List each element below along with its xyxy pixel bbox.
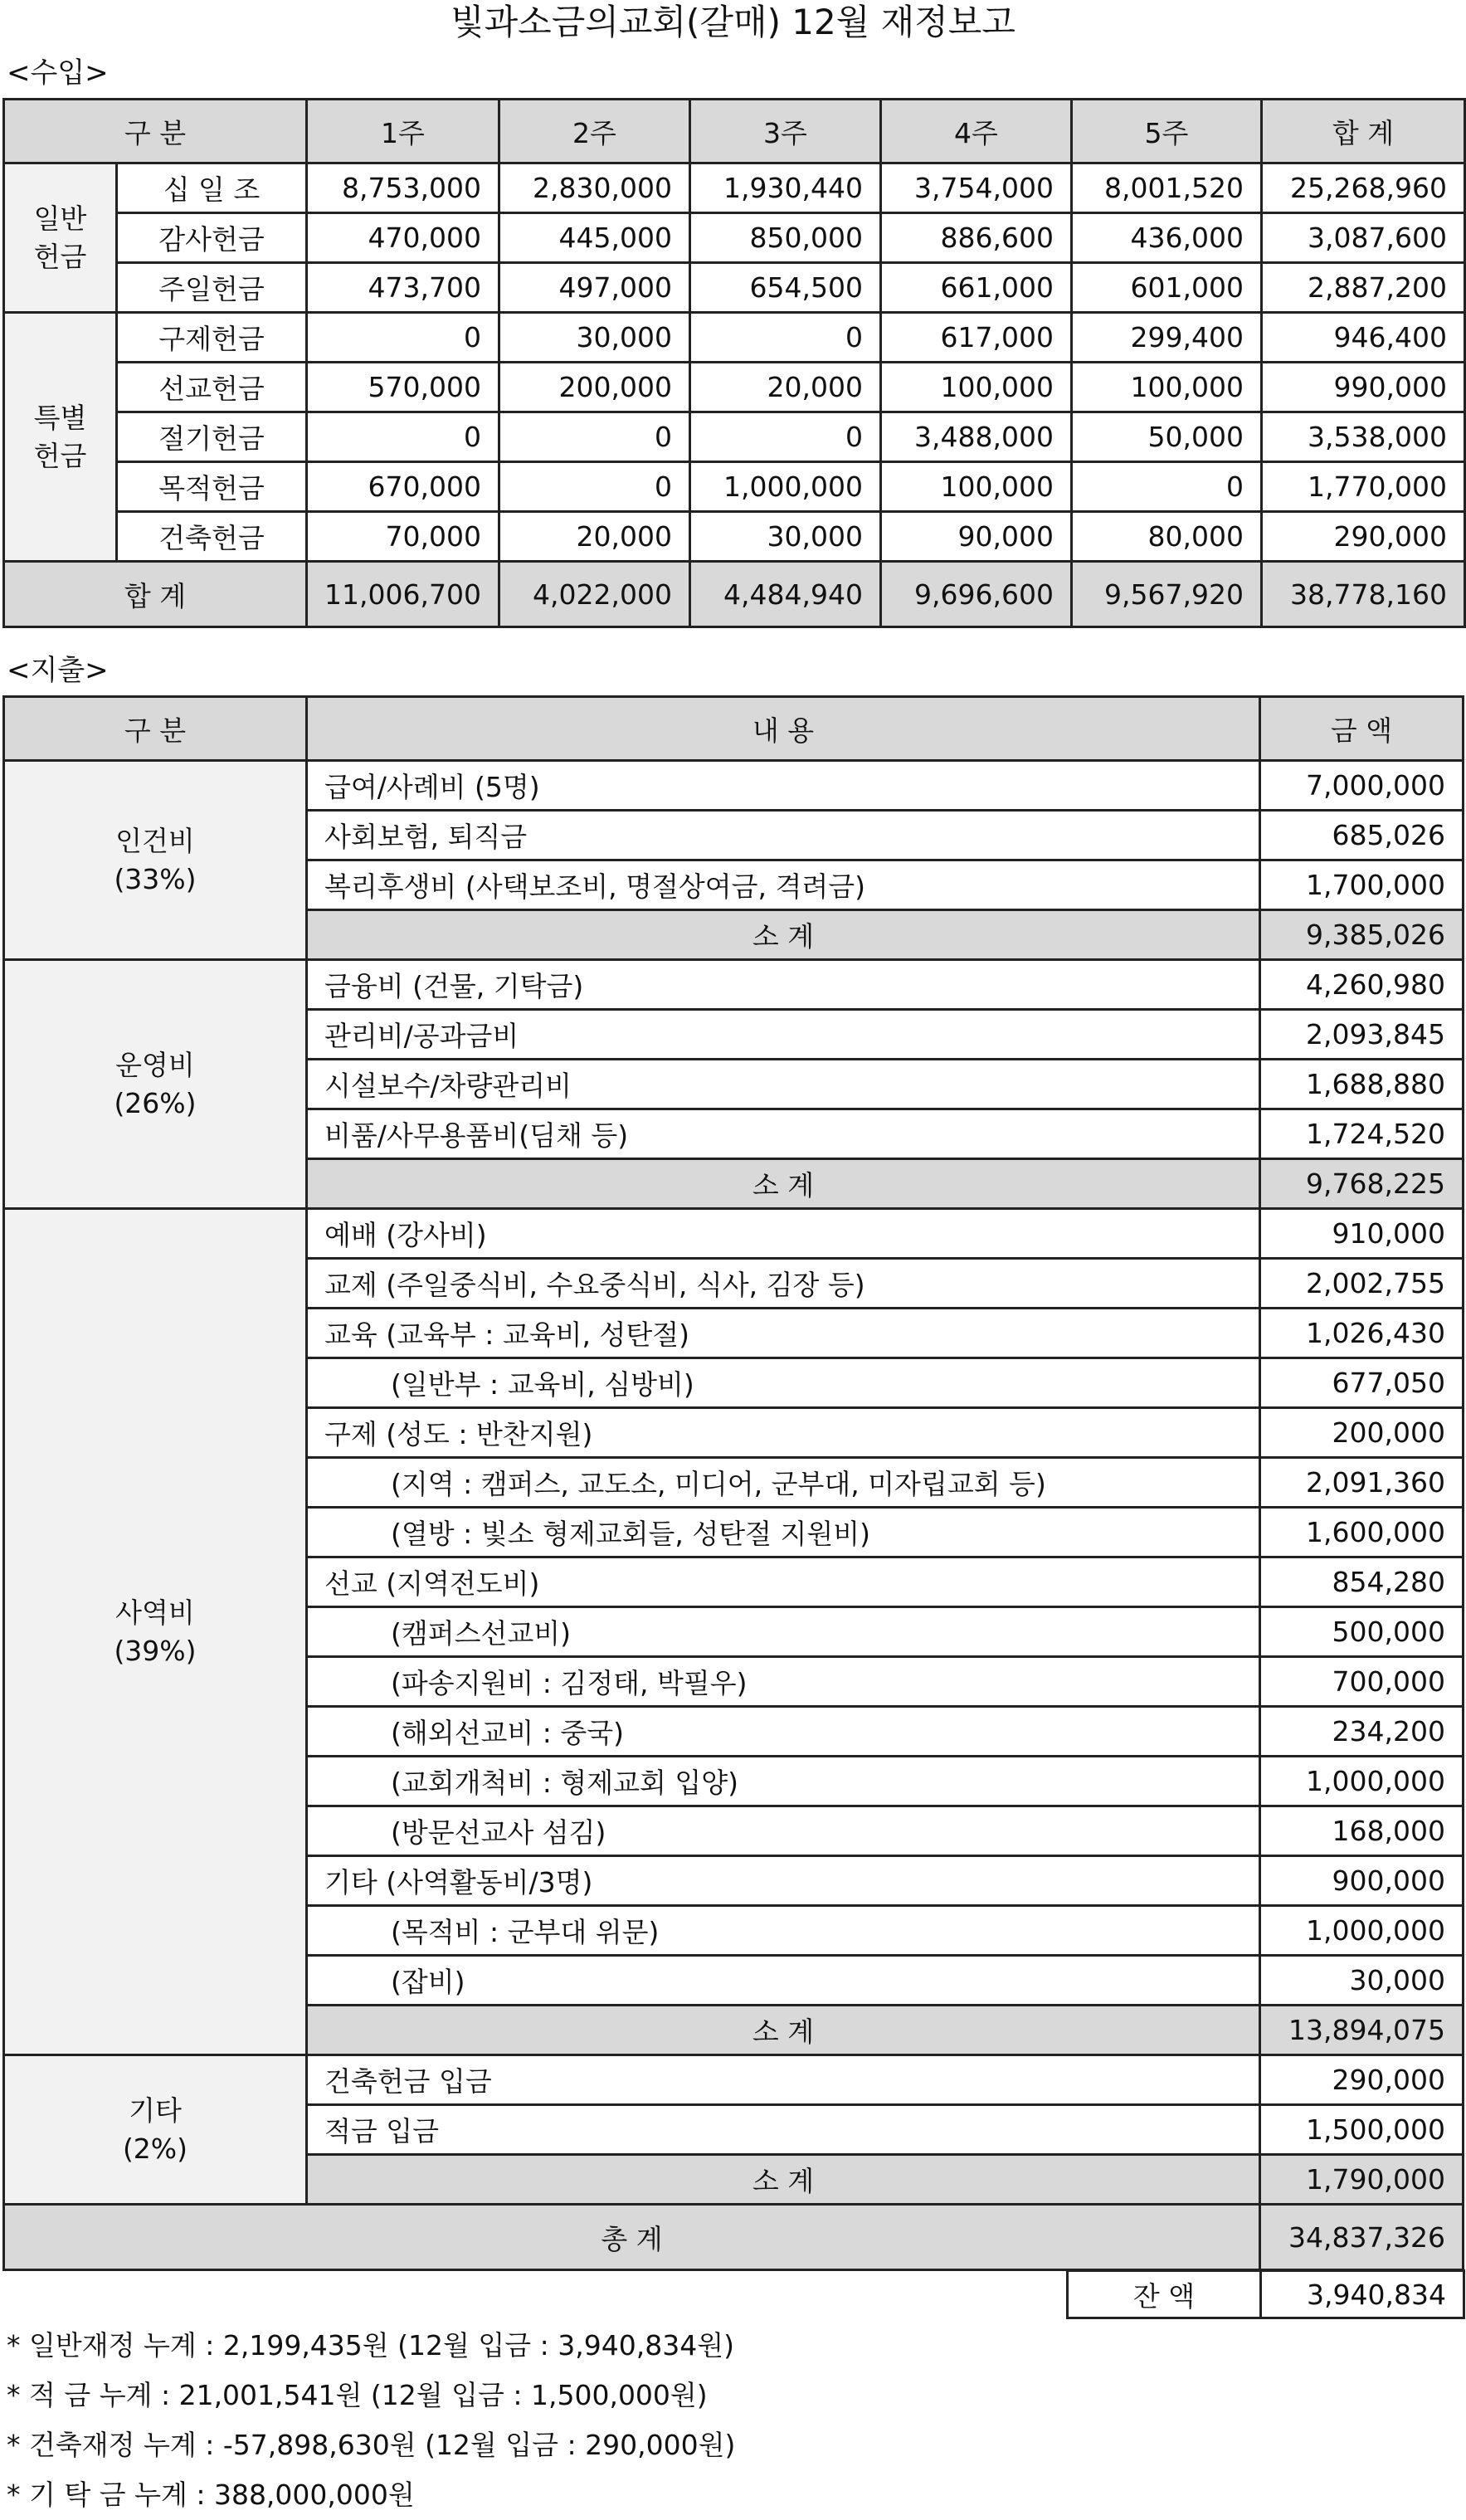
expense-subtotal-amount: 9,385,026	[1260, 910, 1464, 960]
income-header-cell: 5주	[1071, 100, 1261, 163]
expense-subtotal-amount: 1,790,000	[1260, 2155, 1464, 2205]
income-value-cell: 50,000	[1071, 412, 1261, 462]
expense-item-desc: 사회보험, 퇴직금	[307, 811, 1260, 860]
expense-item-amount: 1,724,520	[1260, 1109, 1464, 1159]
income-value-cell: 445,000	[499, 213, 689, 263]
income-value-cell: 0	[307, 412, 499, 462]
income-row	[4, 512, 1465, 562]
income-value-cell: 90,000	[880, 512, 1071, 562]
income-value-cell: 2,887,200	[1261, 263, 1464, 313]
expense-item-amount: 7,000,000	[1260, 761, 1464, 811]
income-value-cell: 661,000	[880, 263, 1071, 313]
income-value-cell: 670,000	[307, 462, 499, 512]
expense-item-amount: 2,091,360	[1260, 1458, 1464, 1508]
expense-header-cell: 구 분	[4, 697, 307, 761]
expense-item-amount: 500,000	[1260, 1607, 1464, 1657]
income-row	[4, 263, 1465, 313]
expense-header-cell: 금 액	[1260, 697, 1464, 761]
income-value-cell: 290,000	[1261, 512, 1464, 562]
income-section-label: <수입>	[7, 56, 109, 90]
income-header-cell: 합 계	[1261, 100, 1464, 163]
expense-item-amount: 1,000,000	[1260, 1906, 1464, 1956]
expense-item-amount: 900,000	[1260, 1856, 1464, 1906]
expense-grand-total-amount: 34,837,326	[1260, 2205, 1464, 2270]
income-value-cell: 886,600	[880, 213, 1071, 263]
income-item-name: 주일헌금	[117, 263, 307, 313]
income-total-value: 11,006,700	[307, 562, 499, 627]
income-item-name: 감사헌금	[117, 213, 307, 263]
income-total-value: 9,696,600	[880, 562, 1071, 627]
income-value-cell: 1,930,440	[689, 163, 880, 213]
expense-item-desc: 시설보수/차량관리비	[307, 1060, 1260, 1109]
income-total-value: 9,567,920	[1071, 562, 1261, 627]
income-item-name: 십 일 조	[117, 163, 307, 213]
balance-table	[1066, 2269, 1465, 2319]
expense-group-name: 사역비 (39%)	[4, 1209, 307, 2055]
expense-item-desc: (열방 : 빛소 형제교회들, 성탄절 지원비)	[307, 1508, 1260, 1557]
income-value-cell: 0	[689, 313, 880, 363]
expense-table	[2, 695, 1464, 2271]
expense-item-desc: (캠퍼스선교비)	[307, 1607, 1260, 1657]
expense-item-amount: 1,688,880	[1260, 1060, 1464, 1109]
income-value-cell: 0	[499, 462, 689, 512]
income-value-cell: 8,001,520	[1071, 163, 1261, 213]
income-group-name: 특별 헌금	[4, 313, 117, 562]
expense-item-desc: 선교 (지역전도비)	[307, 1557, 1260, 1607]
income-value-cell: 0	[689, 412, 880, 462]
income-header-cell: 3주	[689, 100, 880, 163]
expense-item-amount: 4,260,980	[1260, 960, 1464, 1010]
page-title: 빛과소금의교회(갈매) 12월 재정보고	[451, 2, 1015, 42]
expense-item-desc: 급여/사례비 (5명)	[307, 761, 1260, 811]
income-value-cell: 850,000	[689, 213, 880, 263]
income-value-cell: 497,000	[499, 263, 689, 313]
expense-item-amount: 234,200	[1260, 1707, 1464, 1757]
expense-item-desc: (일반부 : 교육비, 심방비)	[307, 1358, 1260, 1408]
expense-header-cell: 내 용	[307, 697, 1260, 761]
expense-header-row	[4, 697, 1464, 761]
income-value-cell: 3,754,000	[880, 163, 1071, 213]
expense-item-desc: 금융비 (건물, 기탁금)	[307, 960, 1260, 1010]
expense-item-desc: 구제 (성도 : 반찬지원)	[307, 1408, 1260, 1458]
expense-grand-total-row	[4, 2205, 1464, 2270]
expense-group-name: 운영비 (26%)	[4, 960, 307, 1209]
expense-item-desc: 교육 (교육부 : 교육비, 성탄절)	[307, 1309, 1260, 1358]
expense-item-amount: 1,600,000	[1260, 1508, 1464, 1557]
expense-item-amount: 1,500,000	[1260, 2105, 1464, 2155]
income-value-cell: 25,268,960	[1261, 163, 1464, 213]
income-value-cell: 570,000	[307, 363, 499, 412]
income-value-cell: 20,000	[499, 512, 689, 562]
income-header-row	[4, 100, 1465, 163]
expense-item-amount: 700,000	[1260, 1657, 1464, 1707]
income-value-cell: 80,000	[1071, 512, 1261, 562]
income-value-cell: 990,000	[1261, 363, 1464, 412]
expense-group-name: 기타 (2%)	[4, 2055, 307, 2205]
expense-item-amount: 854,280	[1260, 1557, 1464, 1607]
expense-row	[4, 2055, 1464, 2105]
income-value-cell: 8,753,000	[307, 163, 499, 213]
income-value-cell: 70,000	[307, 512, 499, 562]
income-value-cell: 3,087,600	[1261, 213, 1464, 263]
income-value-cell: 100,000	[1071, 363, 1261, 412]
income-value-cell: 0	[307, 313, 499, 363]
income-total-value: 4,484,940	[689, 562, 880, 627]
income-row	[4, 462, 1465, 512]
expense-row	[4, 960, 1464, 1010]
income-row	[4, 163, 1465, 213]
expense-item-amount: 910,000	[1260, 1209, 1464, 1259]
expense-item-amount: 677,050	[1260, 1358, 1464, 1408]
income-value-cell: 0	[1071, 462, 1261, 512]
income-value-cell: 470,000	[307, 213, 499, 263]
income-value-cell: 436,000	[1071, 213, 1261, 263]
expense-item-amount: 200,000	[1260, 1408, 1464, 1458]
note-deposit: * 기 탁 금 누계 : 388,000,000원	[7, 2479, 415, 2511]
income-row	[4, 313, 1465, 363]
income-value-cell: 299,400	[1071, 313, 1261, 363]
expense-grand-total-label: 총 계	[4, 2205, 1260, 2270]
income-item-name: 구제헌금	[117, 313, 307, 363]
income-header-cell: 2주	[499, 100, 689, 163]
expense-row	[4, 1209, 1464, 1259]
income-value-cell: 3,488,000	[880, 412, 1071, 462]
note-general: * 일반재정 누계 : 2,199,435원 (12월 입금 : 3,940,834원)	[7, 2329, 734, 2362]
expense-item-desc: 적금 입금	[307, 2105, 1260, 2155]
expense-item-desc: (지역 : 캠퍼스, 교도소, 미디어, 군부대, 미자립교회 등)	[307, 1458, 1260, 1508]
expense-item-desc: (해외선교비 : 중국)	[307, 1707, 1260, 1757]
income-value-cell: 100,000	[880, 363, 1071, 412]
income-value-cell: 100,000	[880, 462, 1071, 512]
note-savings: * 적 금 누계 : 21,001,541원 (12월 입금 : 1,500,000원)	[7, 2379, 708, 2411]
expense-group-name: 인건비 (33%)	[4, 761, 307, 960]
income-value-cell: 946,400	[1261, 313, 1464, 363]
income-item-name: 건축헌금	[117, 512, 307, 562]
expense-item-desc: (파송지원비 : 김정태, 박필우)	[307, 1657, 1260, 1707]
balance-amount: 3,940,834	[1261, 2271, 1464, 2318]
income-row	[4, 412, 1465, 462]
income-total-value: 38,778,160	[1261, 562, 1464, 627]
expense-item-amount: 1,000,000	[1260, 1757, 1464, 1806]
income-value-cell: 30,000	[499, 313, 689, 363]
income-value-cell: 30,000	[689, 512, 880, 562]
income-total-label: 합 계	[4, 562, 307, 627]
income-value-cell: 617,000	[880, 313, 1071, 363]
income-total-row	[4, 562, 1465, 627]
income-value-cell: 473,700	[307, 263, 499, 313]
income-item-name: 선교헌금	[117, 363, 307, 412]
expense-subtotal-label: 소 계	[307, 2155, 1260, 2205]
income-value-cell: 2,830,000	[499, 163, 689, 213]
income-value-cell: 654,500	[689, 263, 880, 313]
expense-subtotal-amount: 9,768,225	[1260, 1159, 1464, 1209]
income-group-name: 일반 헌금	[4, 163, 117, 313]
income-value-cell: 601,000	[1071, 263, 1261, 313]
expense-item-desc: 예배 (강사비)	[307, 1209, 1260, 1259]
income-header-cell: 구 분	[4, 100, 307, 163]
expense-subtotal-label: 소 계	[307, 910, 1260, 960]
income-value-cell: 0	[499, 412, 689, 462]
expense-item-amount: 1,700,000	[1260, 860, 1464, 910]
income-value-cell: 20,000	[689, 363, 880, 412]
expense-item-desc: 교제 (주일중식비, 수요중식비, 식사, 김장 등)	[307, 1259, 1260, 1309]
expense-item-amount: 2,093,845	[1260, 1010, 1464, 1060]
expense-item-amount: 30,000	[1260, 1956, 1464, 2006]
note-building: * 건축재정 누계 : -57,898,630원 (12월 입금 : 290,000원)	[7, 2429, 736, 2461]
expense-item-amount: 1,026,430	[1260, 1309, 1464, 1358]
expense-item-desc: (교회개척비 : 형제교회 입양)	[307, 1757, 1260, 1806]
income-header-cell: 1주	[307, 100, 499, 163]
expense-subtotal-amount: 13,894,075	[1260, 2006, 1464, 2055]
expense-item-desc: 건축헌금 입금	[307, 2055, 1260, 2105]
income-total-value: 4,022,000	[499, 562, 689, 627]
income-value-cell: 1,000,000	[689, 462, 880, 512]
income-value-cell: 200,000	[499, 363, 689, 412]
expense-item-desc: (목적비 : 군부대 위문)	[307, 1906, 1260, 1956]
expense-item-amount: 168,000	[1260, 1806, 1464, 1856]
expense-subtotal-label: 소 계	[307, 1159, 1260, 1209]
expense-item-amount: 2,002,755	[1260, 1259, 1464, 1309]
balance-label: 잔 액	[1068, 2271, 1261, 2318]
expense-item-amount: 685,026	[1260, 811, 1464, 860]
income-row	[4, 363, 1465, 412]
income-row	[4, 213, 1465, 263]
income-item-name: 절기헌금	[117, 412, 307, 462]
income-value-cell: 3,538,000	[1261, 412, 1464, 462]
income-value-cell: 1,770,000	[1261, 462, 1464, 512]
expense-item-desc: 비품/사무용품비(딤채 등)	[307, 1109, 1260, 1159]
income-item-name: 목적헌금	[117, 462, 307, 512]
expense-item-amount: 290,000	[1260, 2055, 1464, 2105]
expense-item-desc: 기타 (사역활동비/3명)	[307, 1856, 1260, 1906]
expense-item-desc: (방문선교사 섬김)	[307, 1806, 1260, 1856]
expense-subtotal-label: 소 계	[307, 2006, 1260, 2055]
expense-item-desc: 관리비/공과금비	[307, 1010, 1260, 1060]
income-table	[2, 98, 1466, 628]
expense-row	[4, 761, 1464, 811]
expense-item-desc: 복리후생비 (사택보조비, 명절상여금, 격려금)	[307, 860, 1260, 910]
income-header-cell: 4주	[880, 100, 1071, 163]
expense-item-desc: (잡비)	[307, 1956, 1260, 2006]
notes	[7, 2321, 735, 2520]
expense-section-label: <지출>	[7, 654, 109, 687]
